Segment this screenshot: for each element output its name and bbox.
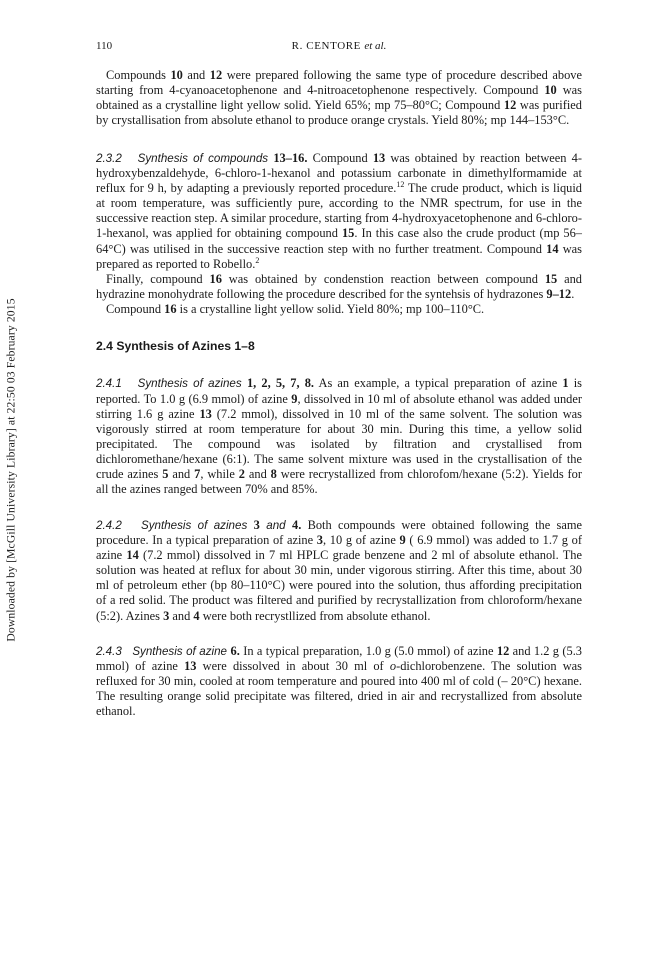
text-run: was prepared as reported to Robello.: [96, 241, 583, 271]
compound-ref: 16: [209, 271, 222, 286]
subsection-number: 2.3.2: [96, 151, 122, 165]
compound-ref: 10: [544, 83, 557, 98]
compound-ref: 5: [162, 467, 169, 482]
text-run: Compounds: [106, 68, 171, 82]
text-run: was obtained as a crystalline light yellow solid. Yield 65%; mp 75–80°C; Compound: [96, 83, 583, 113]
page-header: [96, 40, 582, 56]
section-2-4-3: [96, 644, 582, 720]
text-run: Compound: [307, 150, 373, 165]
compound-ref: 12: [503, 98, 517, 113]
compound-ref: 1: [562, 376, 569, 391]
section-heading-2-4: 2.4 Synthesis of Azines 1–8: [96, 339, 255, 354]
compound-ref: 4: [193, 608, 200, 623]
subsection-title-compounds: 1, 2, 5, 7, 8.: [246, 376, 315, 391]
text-run: Compound: [106, 302, 165, 317]
paragraph-compound-16-yield: [96, 302, 582, 317]
subsection-number: 2.4.3: [96, 644, 122, 658]
text-run: and: [169, 608, 194, 623]
text-run: (7.2 mmol), dissolved in 10 ml of the same solvent. The solution was vigorously stirred at room temperature for about 30 min. During this time, a yellow solid precipitated. The compound was isolated by filtration and crystallised from dichloromethane/hexane (6:1). The same solvent mixture was used in the crystallisation of the crude azines: [96, 406, 582, 482]
text-run: were recrystallized from chlorofom/hexane (5:2). Yields for all the azines ranged between 70% and 85%.: [96, 467, 582, 497]
subsection-number: 2.4.2: [96, 518, 122, 532]
paragraph-compound-16-synthesis: [96, 272, 582, 302]
text-run: and: [182, 68, 210, 82]
running-head: [96, 40, 582, 52]
compound-ref: 8: [270, 467, 277, 482]
subsection-title-compounds: 4.: [292, 517, 302, 532]
text-run: Finally, compound: [106, 271, 210, 286]
compound-ref: 7: [194, 467, 201, 482]
compound-ref: 2: [238, 467, 245, 482]
download-watermark: [0, 150, 22, 790]
subsection-heading: [96, 519, 301, 532]
compound-ref: 9: [399, 532, 406, 547]
compound-ref: 13: [184, 658, 197, 673]
text-run: .: [571, 287, 575, 302]
text-run: and 1.2 g (5.3 mmol) of azine: [96, 643, 582, 673]
subsection-heading: [96, 377, 314, 390]
text-run: is a crystalline light yellow solid. Yield 80%; mp 100–110°C.: [176, 302, 485, 317]
running-head-etal: et al.: [364, 40, 387, 52]
compound-ref: 14: [546, 241, 559, 256]
text-run: , dissolved in 10 ml of absolute ethanol was added under stirring 1.6 g azine: [96, 391, 582, 421]
section-2-4-1: [96, 376, 582, 497]
text-run: (7.2 mmol) dissolved in 7 ml HPLC grade benzene and 2 ml of absolute ethanol. The solution was heated at reflux for about 30 min, under vigorous stirring. After this time, about 30 ml of petroleum ether (bp 80–110°C) were poured into the solution, thus affording precipitation of a red solid. The product was filtered and purified by recrystallization from chloroform/hexane (5:2). Azines: [96, 547, 582, 623]
compound-ref: 15: [544, 271, 558, 286]
compound-ref: 14: [126, 547, 139, 562]
subsection-title: Synthesis of azine: [132, 644, 227, 658]
text-run: , 10 g of azine: [323, 532, 400, 547]
subsection-title-and: and: [259, 518, 293, 532]
citation-ref: 2: [255, 255, 260, 265]
compound-ref: 3: [316, 532, 323, 547]
citation-ref: 12: [396, 179, 405, 189]
text-run: is reported. To 1.0 g (6.9 mmol) of azine: [96, 376, 582, 406]
subsection-title-compounds: 3: [253, 517, 260, 532]
compound-ref: 10: [170, 68, 183, 82]
text-run: ( 6.9 mmol) was added to 1.7 g of azine: [96, 532, 583, 562]
compound-ref: 15: [341, 226, 355, 241]
subsection-title-compounds: 13–16.: [273, 150, 308, 165]
subsection-heading: [96, 152, 307, 165]
compound-ref: 16: [164, 302, 177, 317]
text-run: Both compounds were obtained following the same procedure. In a typical preparation of azine: [96, 517, 582, 547]
page-number: 110: [96, 40, 113, 52]
text-run: was purified by crystallisation from absolute ethanol to produce orange crystals. Yield 80%; mp 144–153°C.: [96, 98, 582, 128]
text-run: was obtained by condenstion reaction between compound: [221, 271, 545, 286]
text-run: and hydrazine monohydrate following the procedure described for the syntehsis of hydrazones: [96, 271, 582, 302]
text-run: were dissolved in about 30 ml of: [196, 658, 390, 673]
compound-ref: 12: [209, 68, 223, 82]
subsection-title: Synthesis of azines: [137, 377, 242, 391]
compound-ref: 13: [372, 150, 386, 165]
subsection-title: Synthesis of compounds: [137, 151, 269, 165]
text-run: and: [244, 467, 271, 482]
text-run: , while: [200, 467, 239, 482]
italic-prefix: o: [389, 658, 397, 673]
compound-ref: 9–12: [546, 287, 572, 302]
text-run: were both recrystllized from absolute ethanol.: [199, 608, 431, 623]
subsection-heading: [96, 645, 240, 658]
compound-ref: 9: [291, 391, 298, 406]
subsection-title: Synthesis of azines: [141, 518, 248, 532]
subsection-number: 2.4.1: [96, 377, 122, 391]
compound-ref: 13: [199, 406, 212, 421]
text-run: . In this case also the crude product (mp 56–64°C) was utilised in the successive reaction step with no further treatment. Compound: [96, 226, 583, 256]
compound-ref: 12: [496, 643, 510, 658]
text-run: In a typical preparation, 1.0 g (5.0 mmol) of azine: [239, 643, 497, 658]
text-run: were prepared following the same type of procedure described above starting from 4-cyanoacetophenone and 4-nitroacetophenone respectively. Compound: [96, 68, 582, 98]
subsection-title-compounds: 6.: [230, 643, 240, 658]
download-watermark-text: Downloaded by [McGill University Library] at 22:50 03 February 2015: [4, 298, 18, 642]
text-run: -dichlorobenzene. The solution was refluxed for 30 min, cooled at room temperature and poured into 400 ml of cold (– 20°C) hexane. The resulting orange solid precipitate was filtered, dried in air and recrystallized from absolute ethanol.: [96, 658, 582, 719]
running-head-authors: R. CENTORE: [291, 40, 361, 52]
text-run: The crude product, which is liquid at room temperature, was sufficiently pure, according to the NMR spectrum, for use in the successive reaction step. A similar procedure, starting from 4-hydroxyacetophenone and 6-chloro-1-hexanol, was applied for obtaining compound: [96, 180, 582, 241]
text-run: As an example, a typical preparation of azine: [314, 376, 563, 391]
compound-ref: 3: [163, 608, 170, 623]
text-run: and: [168, 467, 195, 482]
paragraph-compounds-10-12: [96, 68, 582, 129]
section-2-4-2: [96, 518, 582, 624]
page-body: [96, 68, 582, 719]
text-run: was obtained by reaction between 4-hydroxybenzaldehyde, 6-chloro-1-hexanol and potassium carbonate in dimethylformamide at reflux for 9 h, by adapting a previously reported procedure.: [96, 150, 582, 195]
section-2-3-2: [96, 151, 582, 272]
